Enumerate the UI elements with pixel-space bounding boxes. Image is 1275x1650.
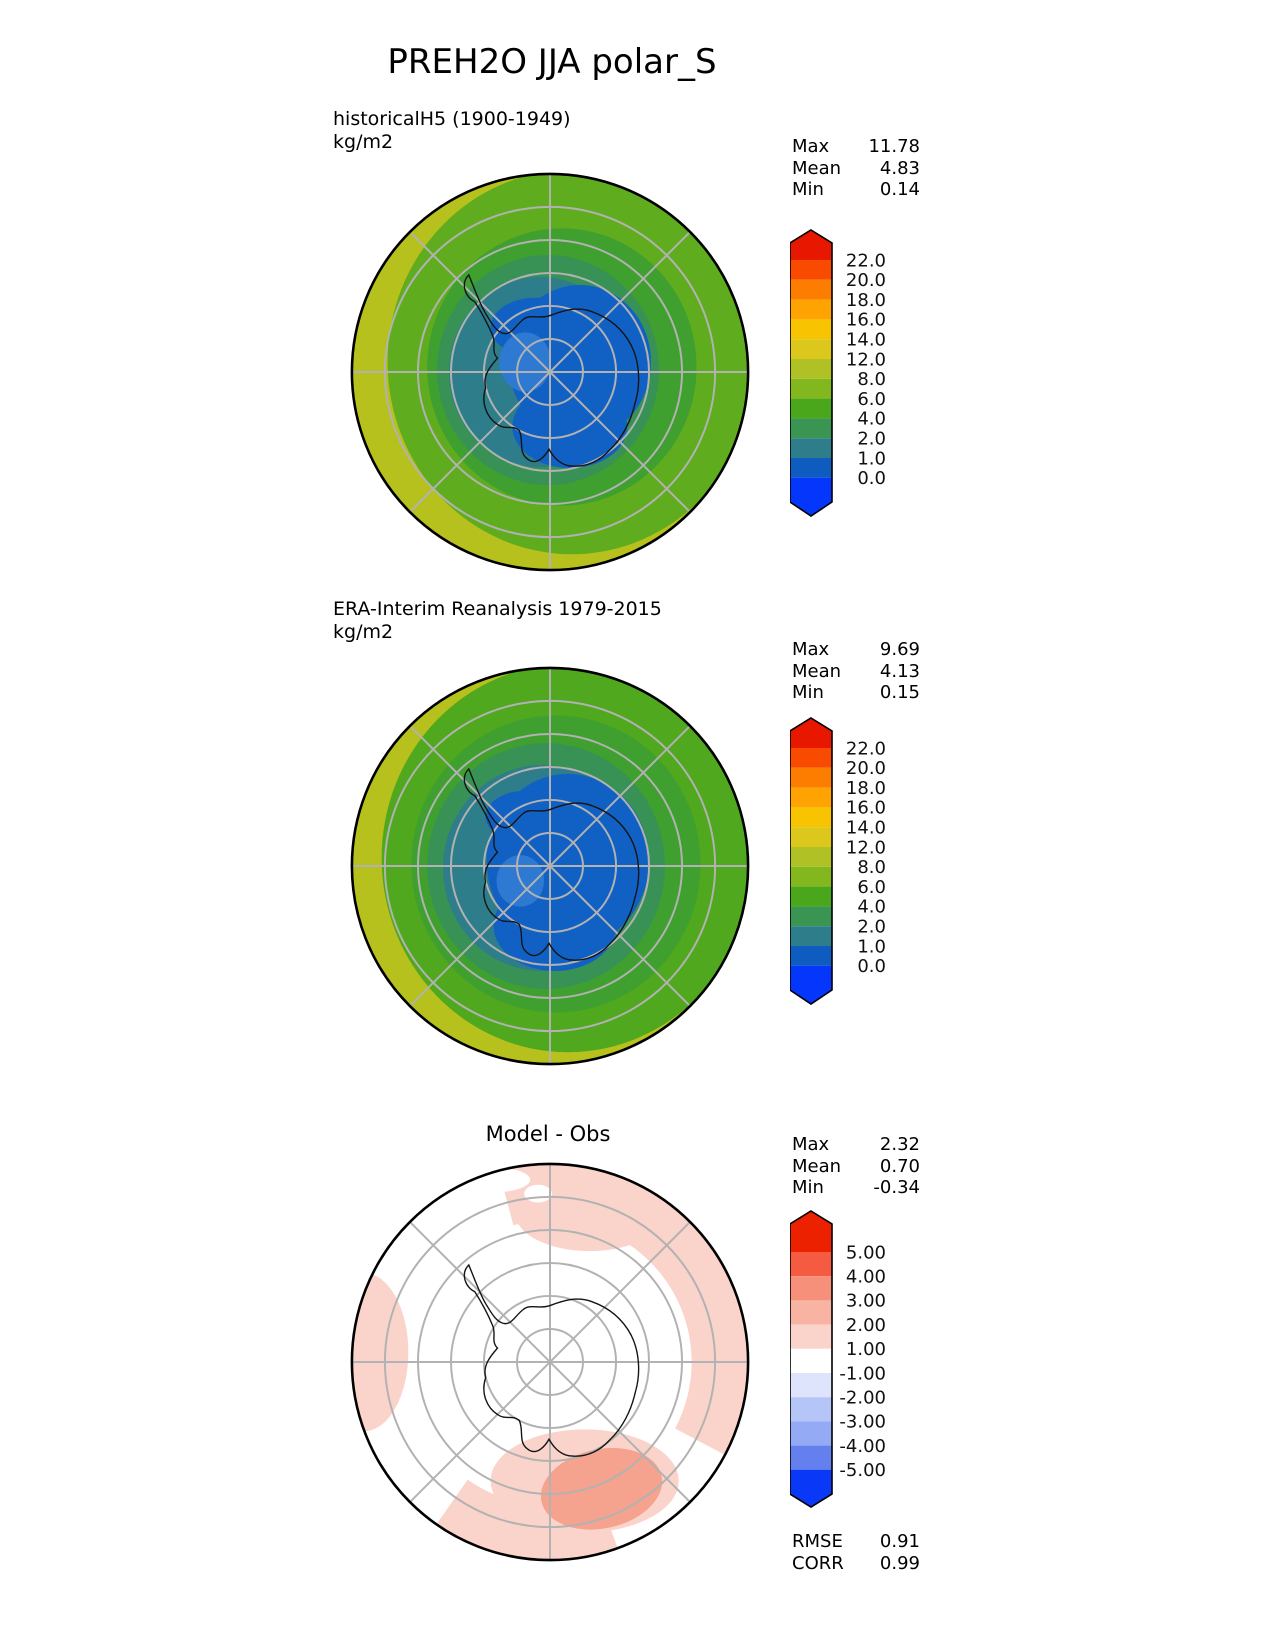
tick-label: 18.0: [845, 289, 886, 311]
stat-label: Mean: [792, 157, 842, 179]
metric-value: 0.99: [879, 1552, 920, 1574]
stat-row: [792, 158, 920, 180]
stat-value: 0.15: [879, 682, 920, 703]
stat-value: 9.69: [879, 639, 920, 660]
tick-label: -5.00: [839, 1460, 886, 1482]
panel-model-header: [333, 108, 571, 154]
panel-diff-stats: [792, 1134, 920, 1199]
panel-model-units: kg/m2: [333, 131, 394, 153]
stat-row: [792, 1177, 920, 1199]
tick-label: 0.0: [857, 956, 886, 978]
metric-row: [792, 1531, 920, 1553]
metric-label: RMSE: [792, 1531, 843, 1552]
panel-obs-header: [333, 598, 662, 644]
stat-value: 11.78: [868, 136, 920, 157]
stat-label: Mean: [792, 1155, 842, 1177]
stat-value: 0.14: [879, 179, 920, 200]
stat-row: [792, 136, 920, 158]
tick-label: 1.00: [845, 1339, 886, 1361]
tick-label: 16.0: [845, 797, 886, 819]
panel-diff-metrics: [792, 1531, 920, 1574]
tick-label: 14.0: [845, 329, 886, 351]
tick-label: 4.0: [857, 408, 886, 430]
tick-label: 4.00: [845, 1266, 886, 1288]
metric-label: CORR: [792, 1552, 844, 1574]
panel-obs-name: ERA-Interim Reanalysis 1979-2015: [333, 598, 662, 620]
tick-label: 8.0: [857, 857, 886, 879]
tick-label: -3.00: [839, 1411, 886, 1433]
tick-label: 16.0: [845, 309, 886, 331]
tick-label: 6.0: [857, 388, 886, 410]
colorbar-diff: [790, 1207, 910, 1519]
tick-label: 12.0: [845, 837, 886, 859]
tick-label: 5.00: [845, 1242, 886, 1264]
graticule: [352, 668, 748, 1064]
stat-label: Mean: [792, 660, 842, 682]
map-obs: [342, 658, 758, 1074]
tick-label: 20.0: [845, 270, 886, 292]
stat-row: [792, 661, 920, 683]
map-diff: [342, 1154, 758, 1570]
tick-label: 1.0: [857, 448, 886, 470]
stat-value: 4.13: [879, 660, 920, 682]
colorbar-obs: [790, 714, 910, 1010]
tick-label: 4.0: [857, 896, 886, 918]
tick-label: 8.0: [857, 369, 886, 391]
stat-row: [792, 682, 920, 704]
tick-label: 3.00: [845, 1290, 886, 1312]
stat-row: [792, 639, 920, 661]
stat-label: Min: [792, 682, 824, 703]
stat-label: Max: [792, 639, 830, 660]
tick-label: -4.00: [839, 1435, 886, 1457]
stat-label: Min: [792, 1177, 824, 1198]
panel-obs-stats: [792, 639, 920, 704]
stat-label: Max: [792, 136, 830, 157]
tick-label: 22.0: [845, 738, 886, 760]
graticule: [352, 174, 748, 570]
stat-label: Min: [792, 179, 824, 200]
graticule: [352, 1164, 748, 1560]
tick-label: 6.0: [857, 876, 886, 898]
tick-label: 20.0: [845, 758, 886, 780]
panel-model-stats: [792, 136, 920, 201]
tick-label: 18.0: [845, 777, 886, 799]
panel-diff-title: Model - Obs: [485, 1122, 611, 1146]
stat-label: Max: [792, 1134, 830, 1155]
tick-label: 2.0: [857, 916, 886, 938]
metric-value: 0.91: [879, 1531, 920, 1552]
map-model: [342, 164, 758, 580]
figure-title: PREH2O JJA polar_S: [387, 42, 717, 82]
tick-label: 2.00: [845, 1314, 886, 1336]
tick-label: -1.00: [839, 1363, 886, 1385]
stat-value: 4.83: [879, 157, 920, 179]
tick-label: 1.0: [857, 936, 886, 958]
stat-row: [792, 1156, 920, 1178]
stat-row: [792, 179, 920, 201]
stat-row: [792, 1134, 920, 1156]
tick-label: 2.0: [857, 428, 886, 450]
tick-label: 12.0: [845, 349, 886, 371]
colorbar-model: [790, 226, 910, 522]
tick-label: -2.00: [839, 1387, 886, 1409]
panel-obs-units: kg/m2: [333, 621, 394, 643]
stat-value: 0.70: [879, 1155, 920, 1177]
metric-row: [792, 1553, 920, 1575]
tick-label: 14.0: [845, 817, 886, 839]
stat-value: 2.32: [879, 1134, 920, 1155]
tick-label: 22.0: [845, 250, 886, 272]
stat-value: -0.34: [873, 1177, 920, 1198]
tick-label: 0.0: [857, 468, 886, 490]
panel-model-name: historicalH5 (1900-1949): [333, 108, 571, 130]
